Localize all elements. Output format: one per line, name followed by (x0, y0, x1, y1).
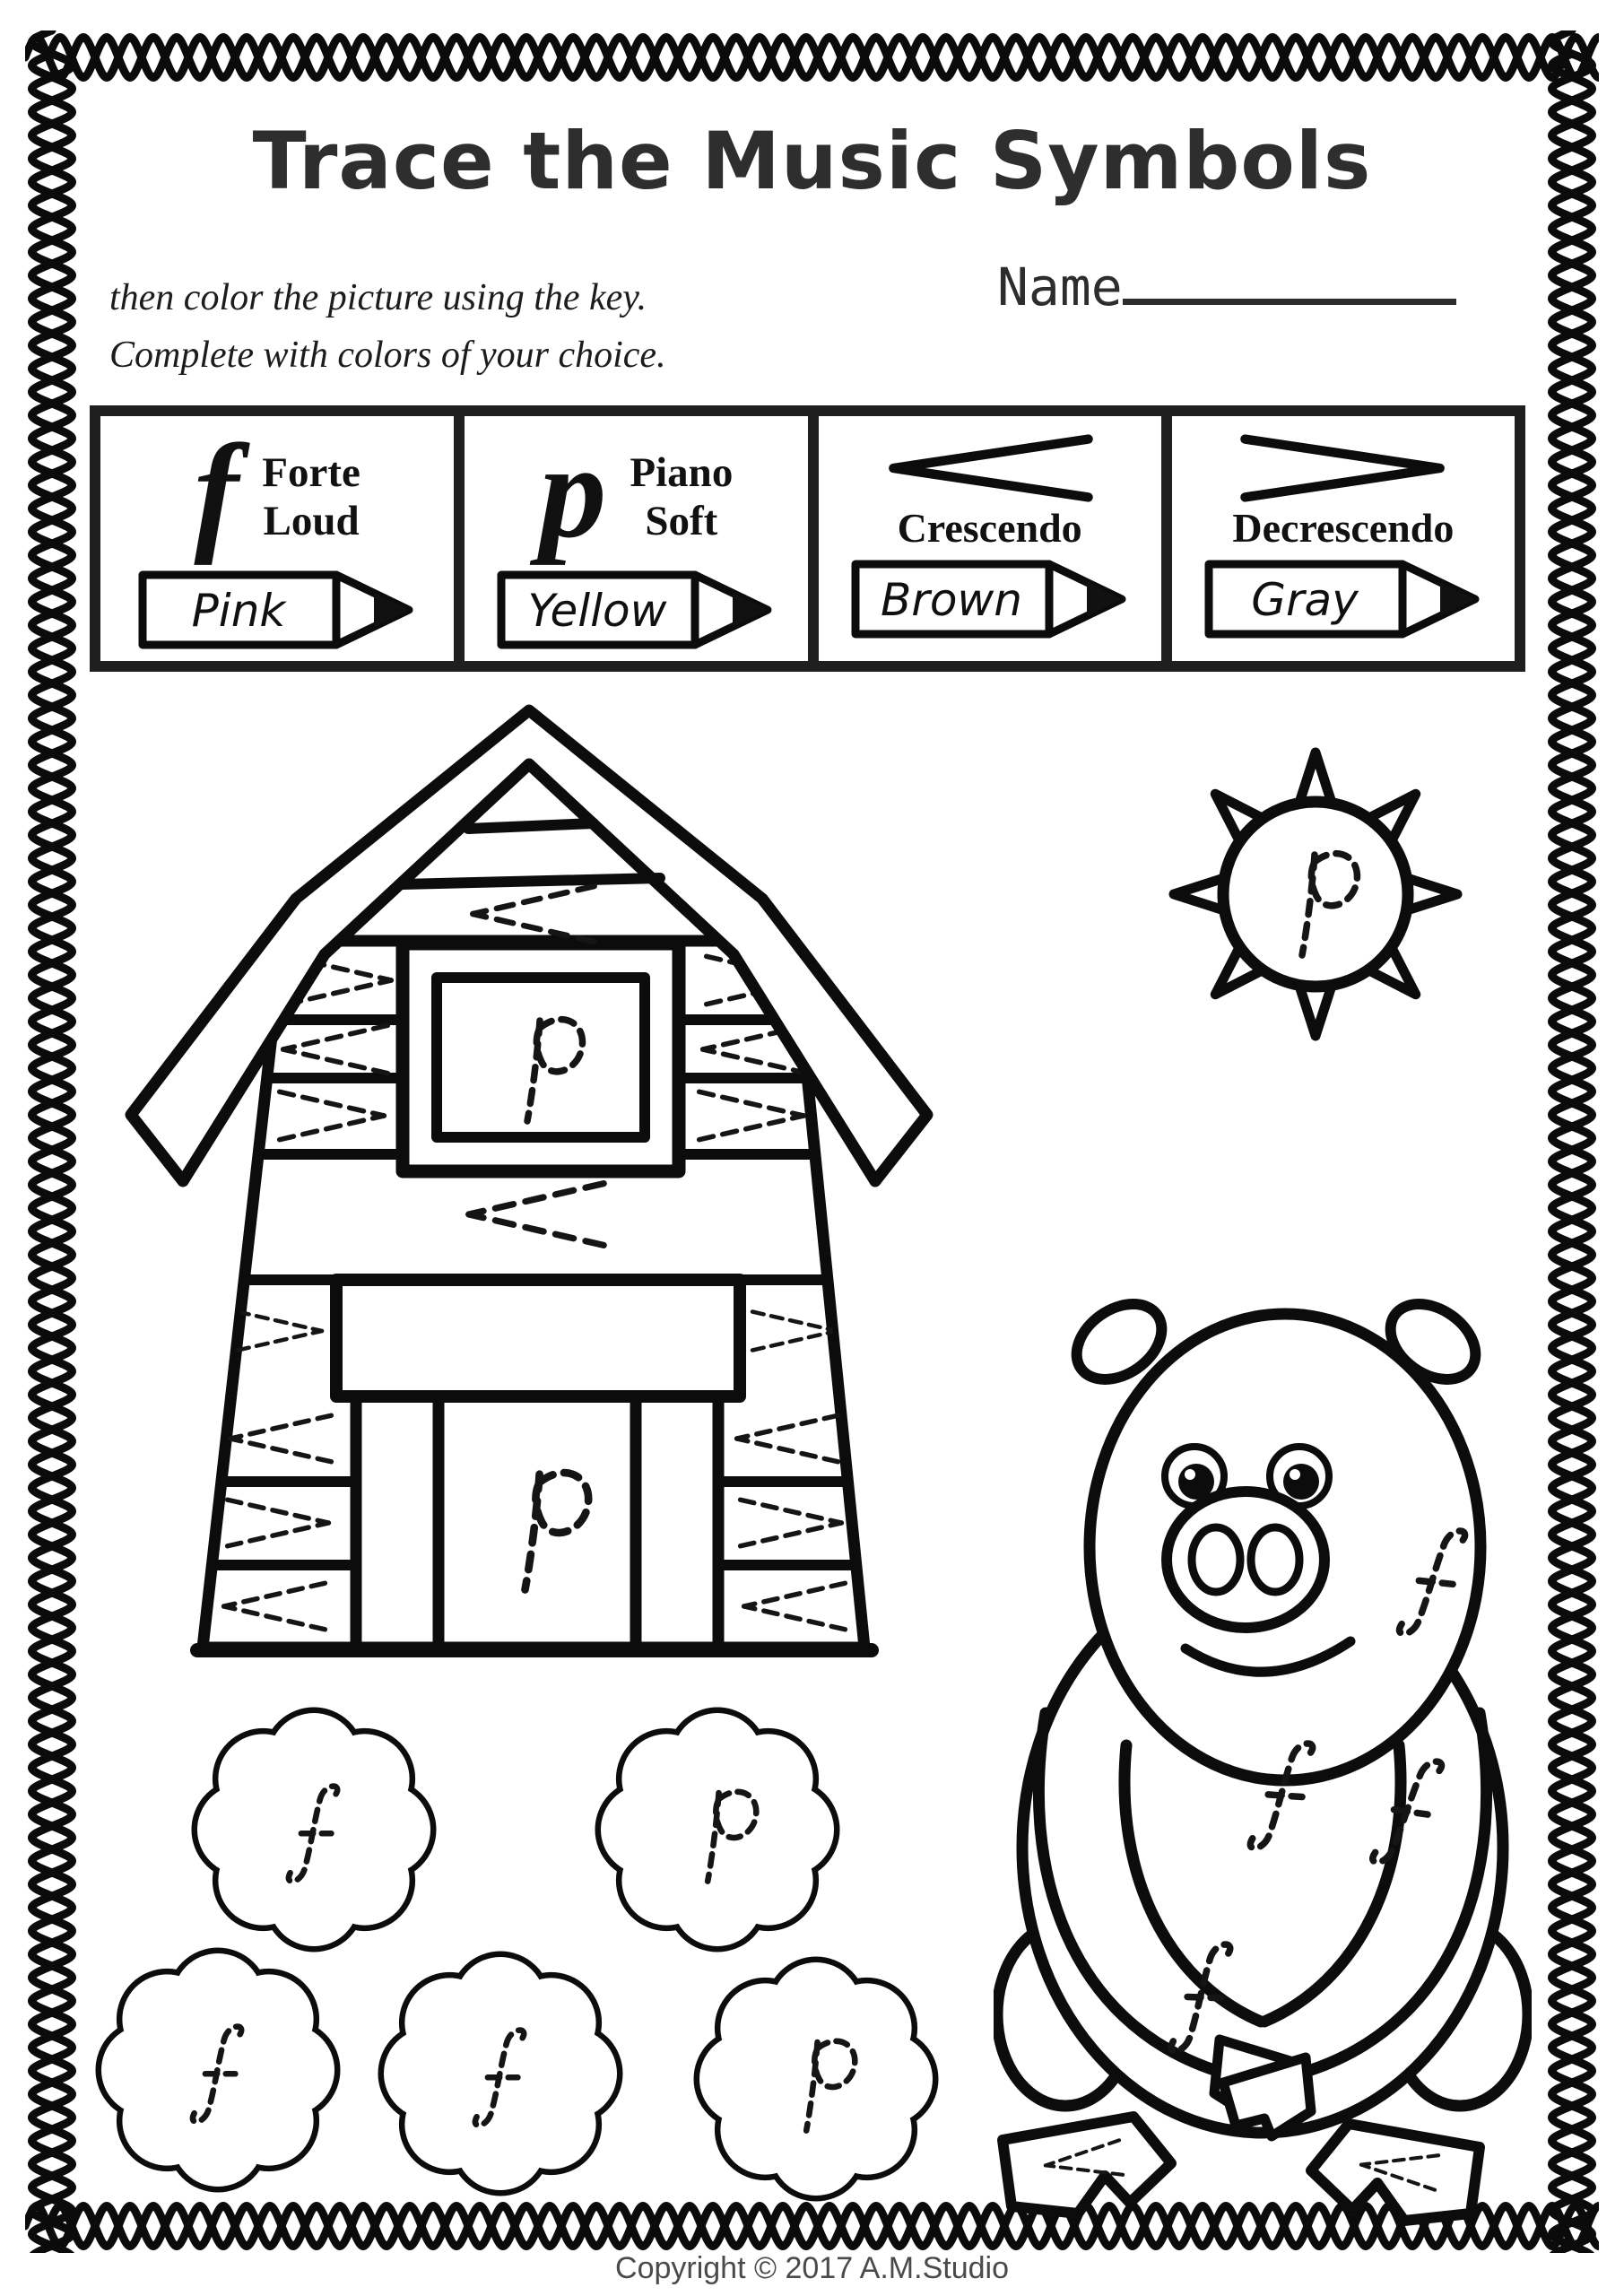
crayon-color-word: Gray (1251, 574, 1359, 626)
trace-crescendo (473, 886, 594, 942)
forte-label: Forte Loud (262, 449, 360, 544)
key-cell-decrescendo (1161, 416, 1515, 661)
crayon-brown (851, 558, 1129, 640)
flower-drawing (692, 1955, 940, 2203)
name-label: Name (997, 257, 1123, 317)
barn-drawing (117, 692, 968, 1661)
decorative-border-top (25, 30, 1599, 84)
color-key-table (90, 405, 1525, 672)
key-cell-piano (454, 416, 807, 661)
decrescendo-hairpin-icon (1231, 432, 1455, 504)
decorative-border-left (25, 30, 79, 2253)
key-cell-crescendo (808, 416, 1161, 661)
crayon-pink (138, 569, 416, 651)
decrescendo-label: Decrescendo (1232, 505, 1455, 551)
key-cell-forte (100, 416, 454, 661)
forte-symbol: f (194, 417, 239, 566)
piano-symbol: p (539, 417, 607, 566)
page-title: Trace the Music Symbols (252, 115, 1372, 207)
crescendo-hairpin-icon (878, 432, 1102, 504)
name-field (997, 257, 1456, 317)
flower-drawing (377, 1950, 624, 2197)
flower-drawing (594, 1706, 841, 1953)
crescendo-label: Crescendo (897, 505, 1082, 551)
decorative-border-right (1545, 30, 1599, 2253)
crayon-color-word: Pink (191, 585, 286, 637)
crayon-gray (1204, 558, 1482, 640)
crayon-color-word: Yellow (527, 585, 667, 637)
copyright-text: Copyright © 2017 A.M.Studio (615, 2251, 1009, 2285)
barn-door-beam (336, 1280, 740, 1396)
name-blank-line (1123, 259, 1456, 305)
piano-label: Piano Soft (630, 449, 734, 544)
instructions-text (109, 269, 666, 384)
crayon-yellow (497, 569, 775, 651)
instructions-line-2: Complete with colors of your choice. (109, 335, 666, 376)
crayon-color-word: Brown (880, 574, 1022, 626)
pig-foot-left (1003, 2117, 1171, 2213)
sun-drawing (1163, 742, 1468, 1047)
flower-drawing (94, 1946, 342, 2194)
instructions-line-1: then color the picture using the key. (109, 277, 647, 318)
flower-drawing (190, 1706, 438, 1953)
pig-foot-right (1311, 2124, 1480, 2221)
pig-drawing (994, 1299, 1532, 2227)
